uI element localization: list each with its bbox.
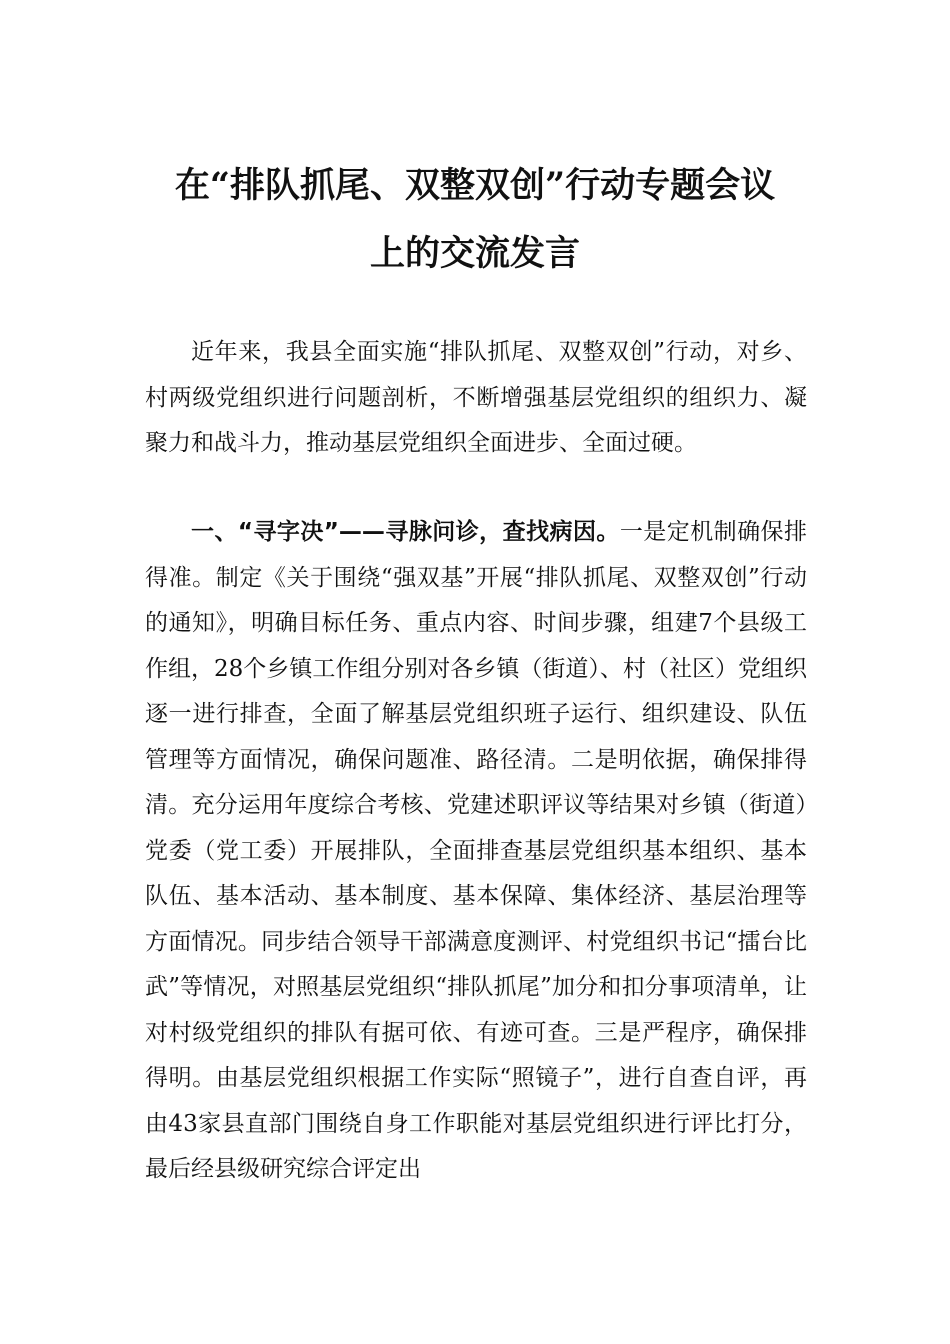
section-one-heading: 一、“寻字决”——寻脉问诊，查找病因。 <box>191 519 620 545</box>
document-title-line-1: 在“排队抓尾、双整双创”行动专题会议 <box>174 165 776 206</box>
section-one-body: 一是定机制确保排得准。制定《关于围绕“强双基”开展“排队抓尾、双整双创”行动的通知》，明确目标任务、重点内容、时间步骤，组建7个县级工作组，28个乡镇工作组分别对各乡镇（街道）、村（社区）党组织逐一进行排查，全面了解基层党组织班子运行、组织建设、队伍管理等方面情况，确保问题准、路径清。二是明依据，确保排得清。充分运用年度综合考核、党建述职评议等结果对乡镇（街道）党委（党工委）开展排队，全面排查基层党组织基本组织、基本队伍、基本活动、基本制度、基本保障、集体经济、基层治理等方面情况。同步结合领导干部满意度测评、村党组织书记“擂台比武”等情况，对照基层党组织“排队抓尾”加分和扣分事项清单，让对村级党组织的排队有据可依、有迹可查。三是严程序，确保排得明。由基层党组织根据工作实际“照镜子”，进行自查自评，再由43家县直部门围绕自身工作职能对基层党组织进行评比打分，最后经县级研究综合评定出 <box>145 519 807 1182</box>
section-one-paragraph <box>145 510 807 1193</box>
intro-paragraph: 近年来，我县全面实施“排队抓尾、双整双创”行动，对乡、村两级党组织进行问题剖析，不断增强基层党组织的组织力、凝聚力和战斗力，推动基层党组织全面进步、全面过硬。 <box>145 339 807 456</box>
document-title-line-2: 上的交流发言 <box>369 233 580 274</box>
